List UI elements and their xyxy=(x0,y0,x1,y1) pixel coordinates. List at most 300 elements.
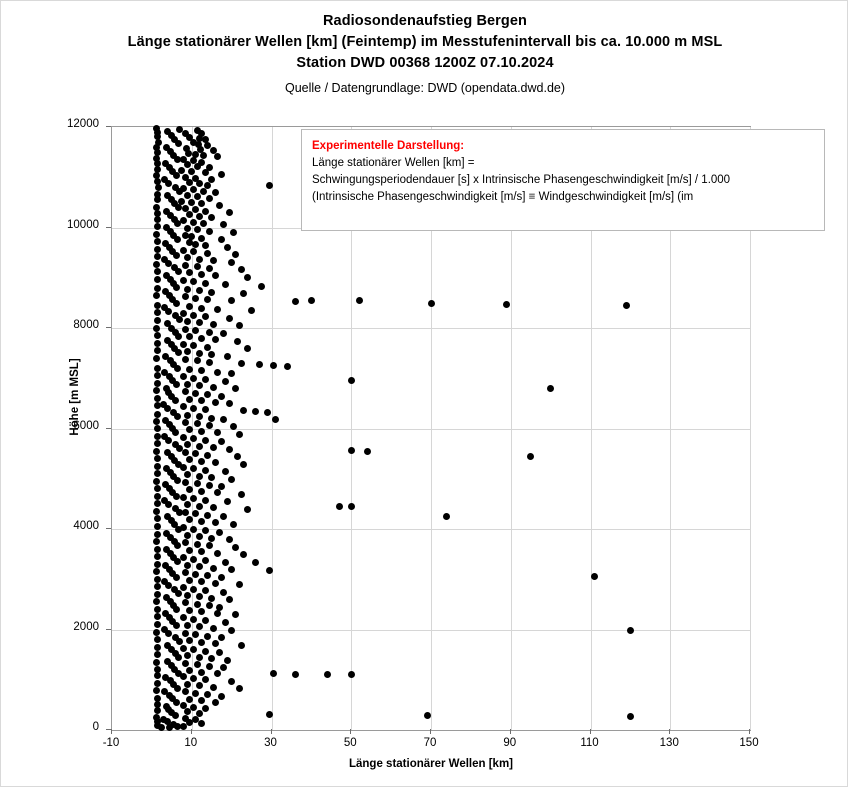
data-point xyxy=(154,285,161,292)
data-point xyxy=(222,281,229,288)
data-point xyxy=(154,455,161,462)
data-point xyxy=(194,541,201,548)
data-point xyxy=(153,508,160,515)
data-point xyxy=(154,380,161,387)
x-tick-mark xyxy=(749,729,750,734)
data-point xyxy=(171,586,178,593)
data-point xyxy=(182,449,189,456)
data-point xyxy=(161,626,168,633)
data-point xyxy=(210,625,217,632)
data-point xyxy=(236,581,243,588)
data-point xyxy=(184,348,191,355)
data-point xyxy=(206,663,213,670)
data-point xyxy=(190,278,197,285)
data-point xyxy=(244,345,251,352)
data-point xyxy=(184,562,191,569)
data-point xyxy=(202,406,209,413)
y-tick-mark xyxy=(106,327,111,328)
data-point xyxy=(190,342,197,349)
data-point xyxy=(208,351,215,358)
data-point xyxy=(206,329,213,336)
data-point xyxy=(198,669,205,676)
data-point xyxy=(202,169,209,176)
data-point xyxy=(443,513,450,520)
data-point xyxy=(154,493,161,500)
data-point xyxy=(206,602,213,609)
x-tick-mark xyxy=(191,729,192,734)
data-point xyxy=(210,384,217,391)
data-point xyxy=(182,569,189,576)
data-point xyxy=(428,300,435,307)
data-point xyxy=(244,274,251,281)
y-tick-mark xyxy=(106,528,111,529)
x-tick-mark xyxy=(111,729,112,734)
x-tick-label: 30 xyxy=(264,737,277,749)
annotation-line-2: Schwingungsperiodendauer [s] x Intrinsische Phasengeschwindigkeit [m/s] / 1.000 xyxy=(312,174,731,186)
data-point xyxy=(348,503,355,510)
data-point xyxy=(214,489,221,496)
data-point xyxy=(214,610,221,617)
data-point xyxy=(180,584,187,591)
data-point xyxy=(202,648,209,655)
data-point xyxy=(182,419,189,426)
y-tick-label: 8000 xyxy=(73,319,99,331)
data-point xyxy=(154,613,161,620)
x-axis-title: Länge stationärer Wellen [km] xyxy=(348,758,514,770)
data-point xyxy=(180,645,187,652)
data-point xyxy=(220,664,227,671)
data-point xyxy=(270,670,277,677)
data-point xyxy=(196,287,203,294)
data-point xyxy=(163,703,170,710)
data-point xyxy=(216,649,223,656)
data-point xyxy=(196,319,203,326)
data-point xyxy=(266,567,273,574)
data-point xyxy=(591,573,598,580)
data-point xyxy=(164,642,171,649)
data-point xyxy=(270,362,277,369)
data-point xyxy=(190,186,197,193)
data-point xyxy=(228,566,235,573)
data-point xyxy=(190,465,197,472)
data-point xyxy=(208,595,215,602)
data-point xyxy=(204,296,211,303)
data-point xyxy=(164,337,171,344)
data-point xyxy=(206,265,213,272)
data-point xyxy=(222,559,229,566)
data-point xyxy=(190,435,197,442)
data-point xyxy=(248,307,255,314)
data-point xyxy=(154,372,161,379)
data-point xyxy=(198,697,205,704)
data-point xyxy=(214,369,221,376)
data-point xyxy=(208,214,215,221)
data-point xyxy=(198,639,205,646)
page-title-line-3: Station DWD 00368 1200Z 07.10.2024 xyxy=(296,55,554,71)
data-point xyxy=(186,577,193,584)
data-point xyxy=(623,302,630,309)
data-point xyxy=(224,353,231,360)
data-point xyxy=(210,565,217,572)
data-point xyxy=(161,578,168,585)
data-point xyxy=(154,583,161,590)
data-point xyxy=(292,298,299,305)
data-point xyxy=(154,216,161,223)
data-point xyxy=(154,347,161,354)
data-point xyxy=(180,277,187,284)
data-point xyxy=(212,640,219,647)
data-point xyxy=(214,429,221,436)
data-point xyxy=(184,254,191,261)
data-point xyxy=(153,418,160,425)
data-point xyxy=(182,630,189,637)
data-point xyxy=(218,634,225,641)
data-point xyxy=(154,470,161,477)
x-tick-label: 130 xyxy=(659,737,679,749)
data-point xyxy=(154,411,161,418)
data-point xyxy=(234,338,241,345)
data-point xyxy=(154,672,161,679)
data-point xyxy=(180,554,187,561)
data-point xyxy=(154,576,161,583)
y-axis-title: Höhe [m MSL] xyxy=(69,358,81,436)
data-point xyxy=(202,313,209,320)
data-point xyxy=(194,480,201,487)
data-point xyxy=(238,360,245,367)
data-point xyxy=(218,393,225,400)
data-point xyxy=(240,290,247,297)
data-point xyxy=(196,350,203,357)
data-point xyxy=(206,542,213,549)
data-point xyxy=(204,512,211,519)
data-point xyxy=(196,443,203,450)
data-point xyxy=(153,387,160,394)
data-point xyxy=(198,458,205,465)
data-point xyxy=(162,240,169,247)
data-point xyxy=(216,202,223,209)
data-point xyxy=(226,209,233,216)
data-point xyxy=(284,363,291,370)
page-title-line-2: Länge stationärer Wellen [km] (Feintemp) im Messtufenintervall bis ca. 10.000 m MSL xyxy=(127,34,723,50)
x-tick-label: 10 xyxy=(184,737,198,749)
data-point xyxy=(161,433,168,440)
data-point xyxy=(292,671,299,678)
x-tick-label: 110 xyxy=(580,737,599,749)
data-point xyxy=(202,705,209,712)
data-point xyxy=(154,433,161,440)
x-tick-mark xyxy=(669,729,670,734)
data-point xyxy=(202,676,209,683)
data-point xyxy=(188,199,195,206)
y-tick-mark xyxy=(106,126,111,127)
data-point xyxy=(180,373,187,380)
data-point xyxy=(154,531,161,538)
data-point xyxy=(208,535,215,542)
data-point xyxy=(192,390,199,397)
data-point xyxy=(172,441,179,448)
data-point xyxy=(154,223,161,230)
data-point xyxy=(212,459,219,466)
data-point xyxy=(154,485,161,492)
data-point xyxy=(210,684,217,691)
data-point xyxy=(198,548,205,555)
data-point xyxy=(232,385,239,392)
data-point xyxy=(226,536,233,543)
data-point xyxy=(154,591,161,598)
data-point xyxy=(155,184,162,191)
data-point xyxy=(164,128,171,135)
data-point xyxy=(226,446,233,453)
data-point xyxy=(356,297,363,304)
y-tick-label: 2000 xyxy=(73,620,99,633)
data-point xyxy=(154,500,161,507)
data-point xyxy=(190,248,197,255)
data-point xyxy=(196,213,203,220)
data-point xyxy=(186,179,193,186)
data-point xyxy=(198,235,205,242)
data-point xyxy=(324,671,331,678)
data-point xyxy=(153,231,160,238)
data-point xyxy=(154,606,161,613)
data-point xyxy=(190,586,197,593)
data-point xyxy=(236,431,243,438)
data-point xyxy=(200,188,207,195)
data-point xyxy=(184,286,191,293)
data-point xyxy=(228,370,235,377)
data-point xyxy=(212,580,219,587)
data-point xyxy=(218,574,225,581)
data-point xyxy=(163,144,170,151)
data-point xyxy=(163,546,170,553)
data-point xyxy=(212,336,219,343)
data-point xyxy=(182,262,189,269)
data-point xyxy=(196,256,203,263)
data-point xyxy=(222,468,229,475)
data-point xyxy=(190,675,197,682)
data-point xyxy=(198,720,205,727)
data-point xyxy=(220,513,227,520)
data-point xyxy=(192,571,199,578)
data-point xyxy=(182,356,189,363)
data-point xyxy=(240,551,247,558)
data-point xyxy=(194,163,201,170)
data-point xyxy=(202,208,209,215)
data-point xyxy=(240,461,247,468)
data-point xyxy=(182,479,189,486)
data-point xyxy=(153,659,160,666)
data-point xyxy=(252,559,259,566)
data-point xyxy=(153,598,160,605)
x-tick-label: 70 xyxy=(423,737,437,749)
data-point xyxy=(202,437,209,444)
data-point xyxy=(190,646,197,653)
x-tick-mark xyxy=(350,729,351,734)
data-point xyxy=(196,533,203,540)
data-point xyxy=(154,302,161,309)
x-tick-mark xyxy=(510,729,511,734)
data-point xyxy=(163,385,170,392)
data-point xyxy=(198,608,205,615)
data-point xyxy=(208,415,215,422)
data-point xyxy=(153,568,160,575)
data-point xyxy=(224,657,231,664)
data-point xyxy=(154,644,161,651)
data-point xyxy=(196,503,203,510)
data-point xyxy=(192,631,199,638)
data-point xyxy=(194,226,201,233)
data-point xyxy=(154,395,161,402)
data-point xyxy=(190,405,197,412)
data-point xyxy=(154,246,161,253)
data-point xyxy=(212,272,219,279)
data-point xyxy=(154,196,161,203)
data-point xyxy=(186,366,193,373)
data-point xyxy=(256,361,263,368)
data-point xyxy=(158,724,165,731)
data-point xyxy=(220,330,227,337)
data-point xyxy=(176,126,183,133)
data-point xyxy=(210,321,217,328)
data-point xyxy=(230,521,237,528)
data-point xyxy=(206,195,213,202)
data-point xyxy=(336,503,343,510)
data-point xyxy=(190,219,197,226)
data-point xyxy=(162,674,169,681)
data-point xyxy=(182,688,189,695)
data-point xyxy=(188,168,195,175)
data-point xyxy=(184,225,191,232)
data-point xyxy=(202,280,209,287)
data-point xyxy=(184,592,191,599)
data-point xyxy=(154,621,161,628)
data-point xyxy=(180,217,187,224)
data-point xyxy=(348,377,355,384)
data-point xyxy=(236,685,243,692)
data-point xyxy=(230,229,237,236)
data-point xyxy=(182,326,189,333)
y-tick-label: 0 xyxy=(92,721,99,733)
data-point xyxy=(198,488,205,495)
data-point xyxy=(212,519,219,526)
data-point xyxy=(198,518,205,525)
data-point xyxy=(364,448,371,455)
data-point xyxy=(224,244,231,251)
data-point xyxy=(182,660,189,667)
x-tick-label: 50 xyxy=(343,737,357,749)
data-point xyxy=(182,509,189,516)
y-tick-label: 12000 xyxy=(67,118,99,130)
data-point xyxy=(264,409,271,416)
data-point xyxy=(194,420,201,427)
data-point xyxy=(184,441,191,448)
data-point xyxy=(204,633,211,640)
data-point xyxy=(218,236,225,243)
data-point xyxy=(208,474,215,481)
data-point xyxy=(154,238,161,245)
data-point xyxy=(180,434,187,441)
data-point xyxy=(198,428,205,435)
data-point xyxy=(164,192,171,199)
source-note: Quelle / Datengrundlage: DWD (opendata.dwd.de) xyxy=(284,81,566,95)
data-point xyxy=(192,295,199,302)
data-point xyxy=(184,622,191,629)
data-point xyxy=(228,297,235,304)
data-point xyxy=(162,288,169,295)
data-point xyxy=(202,497,209,504)
data-point xyxy=(154,651,161,658)
data-point xyxy=(153,448,160,455)
data-point xyxy=(185,150,192,157)
data-point xyxy=(154,317,161,324)
data-point xyxy=(202,557,209,564)
data-point xyxy=(240,407,247,414)
data-point xyxy=(180,403,187,410)
data-point xyxy=(198,335,205,342)
data-point xyxy=(154,332,161,339)
data-point xyxy=(192,327,199,334)
data-point xyxy=(194,661,201,668)
data-point xyxy=(184,652,191,659)
data-point xyxy=(190,495,197,502)
data-point xyxy=(204,250,211,257)
data-point xyxy=(244,506,251,513)
annotation-heading: Experimentelle Darstellung: xyxy=(312,140,465,152)
data-point xyxy=(204,572,211,579)
data-point xyxy=(202,376,209,383)
x-tick-mark xyxy=(590,729,591,734)
data-point xyxy=(228,259,235,266)
y-tick-mark xyxy=(106,227,111,228)
data-point xyxy=(222,378,229,385)
data-point xyxy=(163,530,170,537)
data-point xyxy=(226,596,233,603)
x-tick-mark xyxy=(430,729,431,734)
data-point xyxy=(184,681,191,688)
data-point xyxy=(172,184,179,191)
data-point xyxy=(162,353,169,360)
x-tick-label: -10 xyxy=(102,737,120,749)
data-point xyxy=(154,365,161,372)
data-point xyxy=(208,289,215,296)
data-point xyxy=(190,375,197,382)
data-point xyxy=(232,251,239,258)
data-point xyxy=(154,546,161,553)
data-point xyxy=(153,687,160,694)
data-point xyxy=(200,152,207,159)
data-point xyxy=(182,293,189,300)
data-point xyxy=(192,510,199,517)
data-point xyxy=(153,325,160,332)
data-point xyxy=(200,220,207,227)
data-point xyxy=(226,400,233,407)
x-tick-label: 150 xyxy=(739,737,759,749)
data-point xyxy=(162,160,169,167)
data-point xyxy=(182,599,189,606)
data-point xyxy=(196,473,203,480)
data-point xyxy=(184,532,191,539)
data-point xyxy=(153,629,160,636)
data-point xyxy=(204,391,211,398)
data-point xyxy=(206,359,213,366)
annotation-line-3: (Intrinsische Phasengeschwindigkeit [m/s] ≡ Windgeschwindigkeit [m/s] (im xyxy=(312,191,694,203)
x-tick-label: 90 xyxy=(503,737,517,749)
data-point xyxy=(154,340,161,347)
data-point xyxy=(154,463,161,470)
data-point xyxy=(194,601,201,608)
data-point xyxy=(196,180,203,187)
data-point xyxy=(182,539,189,546)
data-point xyxy=(214,550,221,557)
